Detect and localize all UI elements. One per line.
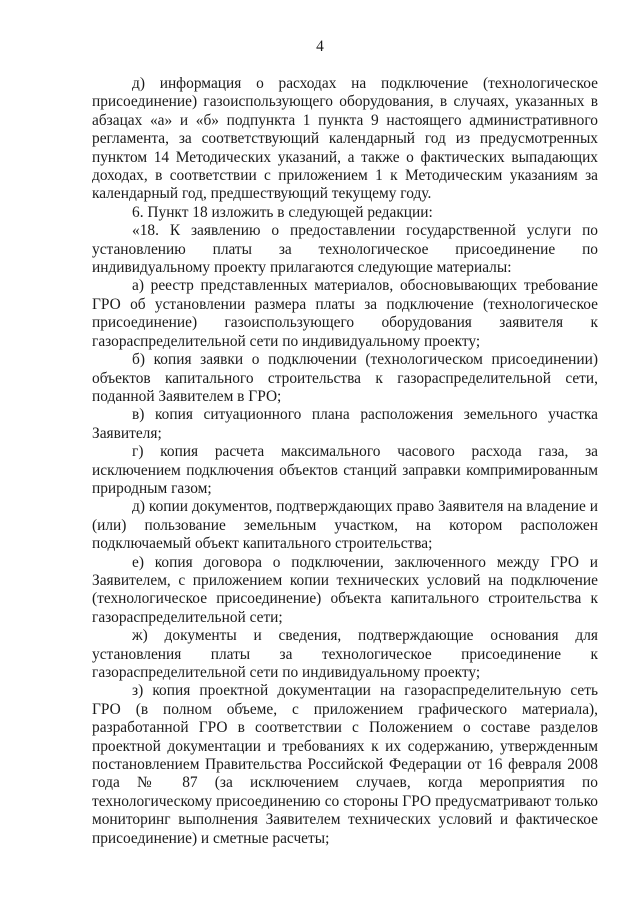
paragraph-e-contract-copy: е) копия договора о подключении, заключенного между ГРО и Заявителем, с приложением копии технических условий на подключение (технологическое присоединение) объекта капитального строительства к газораспределительной сети; bbox=[92, 553, 598, 626]
paragraph-d-land-rights: д) копии документов, подтверждающих право Заявителя на владение и (или) пользование земельным участком, на котором расположен подключаемый объект капитального строительства; bbox=[92, 498, 598, 553]
paragraph-d-expense-info: д) информация о расходах на подключение (технологическое присоединение) газоиспользующего оборудования, в случаях, указанных в абзацах «а» и «б» подпункта 1 пункта 9 настоящего административного регламента, за соответствующий календарный год из предусмотренных пунктом 14 Методических указаний, а также о фактических выпадающих доходах, в соответствии с приложением 1 к Методическим указаниям за календарный год, предшествующий текущему году. bbox=[92, 75, 598, 203]
paragraph-b-application-copy: б) копия заявки о подключении (технологическом присоединении) объектов капитального строительства к газораспределительной сети, поданной Заявителем в ГРО; bbox=[92, 351, 598, 405]
document-body bbox=[92, 75, 598, 848]
paragraph-g-gas-consumption: г) копия расчета максимального часового расхода газа, за исключением подключения объектов станций заправки компримированным природным газом; bbox=[92, 443, 598, 497]
paragraph-v-situation-plan: в) копия ситуационного плана расположения земельного участка Заявителя; bbox=[92, 406, 598, 442]
paragraph-item-18-intro: «18. К заявлению о предоставлении государственной услуги по установлению платы за технологическое присоединение по индивидуальному проекту прилагаются следующие материалы: bbox=[92, 222, 598, 277]
paragraph-z-project-documentation: з) копия проектной документации на газораспределительную сеть ГРО (в полном объеме, с приложением графического материала), разработанной ГРО в соответствии с Положением о составе разделов проектной документации и требованиях к их содержанию, утвержденным постановлением Правительства Российской Федерации от 16 февраля 2008 года № 87 (за исключением случаев, когда мероприятия по технологическому присоединению со стороны ГРО предусматривают только мониторинг выполнения Заявителем технических условий и фактическое присоединение) и сметные расчеты; bbox=[92, 682, 598, 847]
paragraph-item-6-intro: 6. Пункт 18 изложить в следующей редакции: bbox=[132, 203, 433, 221]
paragraph-zh-supporting-documents: ж) документы и сведения, подтверждающие основания для установления платы за технологическое присоединение к газораспределительной сети по индивидуальному проекту; bbox=[92, 627, 598, 681]
paragraph-a-registry: а) реестр представленных материалов, обосновывающих требование ГРО об установлении размера платы за подключение (технологическое присоединение) газоиспользующего оборудования заявителя к газораспределительной сети по индивидуальному проекту; bbox=[92, 277, 598, 350]
page-number: 4 bbox=[316, 38, 324, 55]
